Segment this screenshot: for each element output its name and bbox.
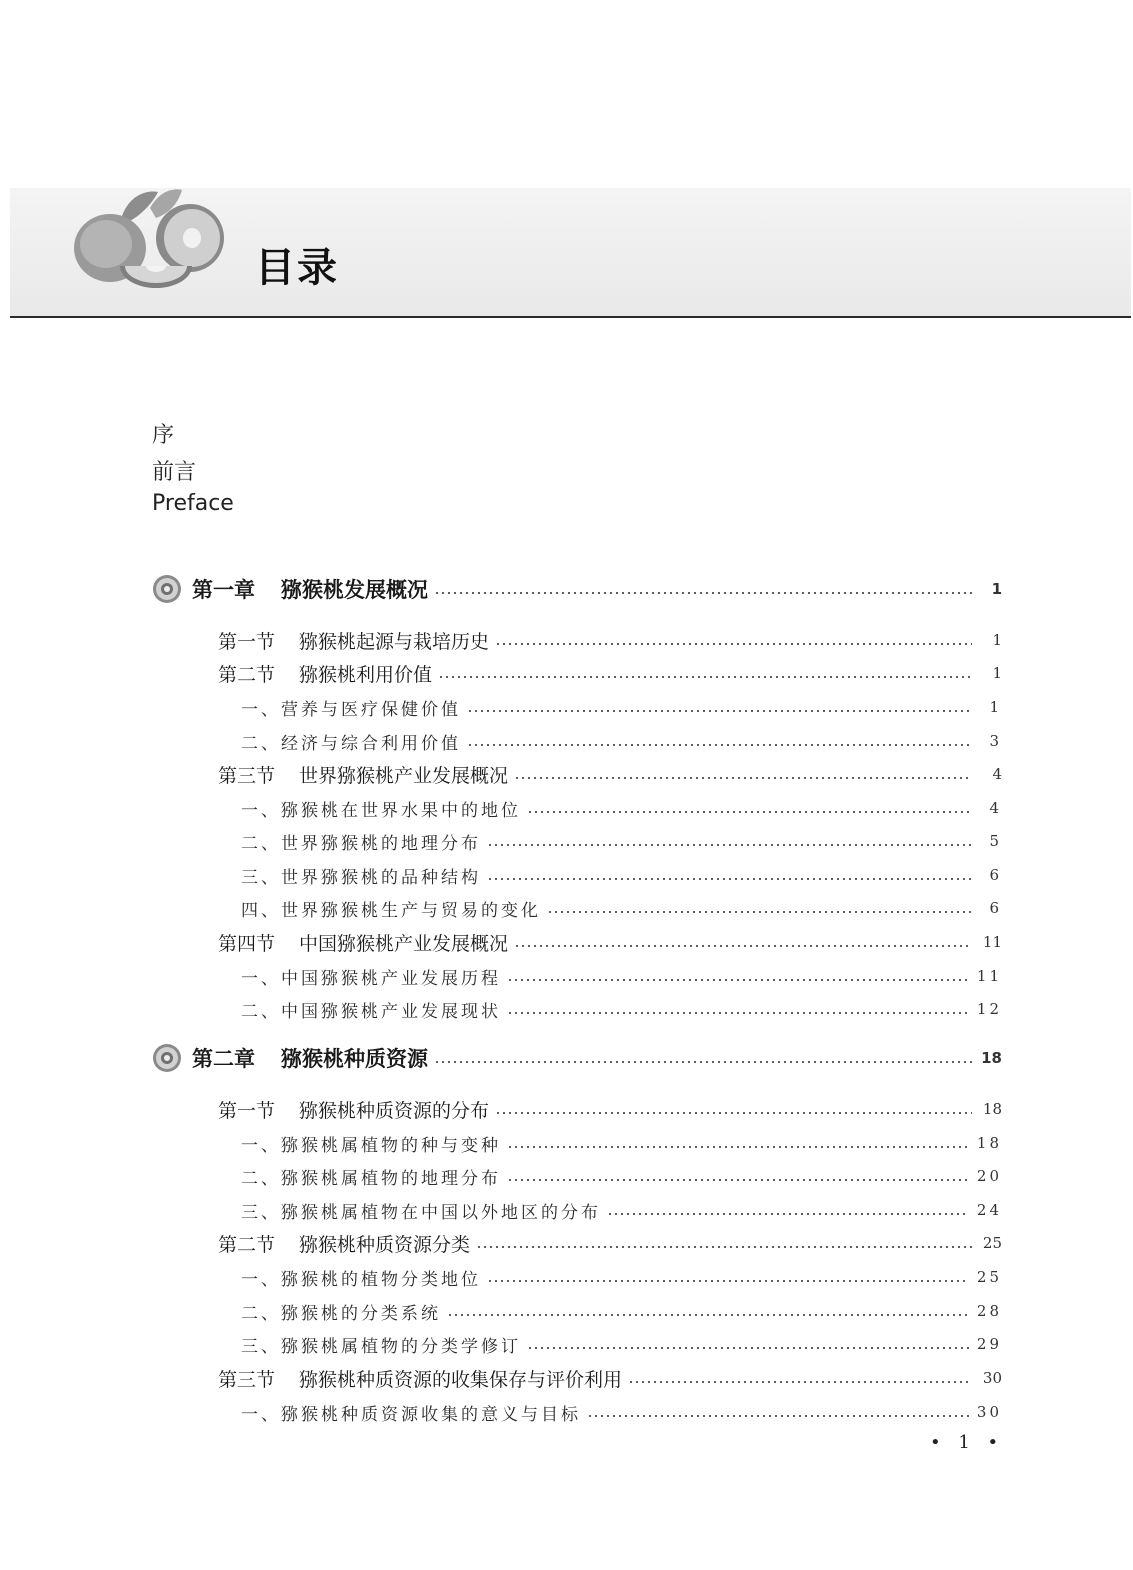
section-label: 第三节 猕猴桃种质资源的收集保存与评价利用 <box>218 1368 623 1391</box>
item-label: 一、中国猕猴桃产业发展历程 <box>241 968 501 989</box>
page-number: • 1 • <box>930 1432 1005 1453</box>
item-label: 二、猕猴桃属植物的地理分布 <box>241 1168 501 1189</box>
toc-item[interactable] <box>241 826 1002 856</box>
dot-leader <box>487 1280 969 1282</box>
page-ref: 6 <box>989 866 1002 884</box>
dot-leader <box>476 1246 972 1248</box>
page-title: 目录 <box>255 245 339 291</box>
dot-leader <box>447 1314 969 1316</box>
kiwi-slice-icon <box>152 574 182 604</box>
dot-leader <box>487 844 972 846</box>
toc-section[interactable] <box>218 1094 1002 1124</box>
item-label: 一、猕猴桃种质资源收集的意义与目标 <box>241 1404 581 1425</box>
toc-item[interactable] <box>241 994 1002 1024</box>
item-label: 一、猕猴桃在世界水果中的地位 <box>241 800 521 821</box>
item-label: 一、营养与医疗保健价值 <box>241 699 461 720</box>
item-label: 二、经济与综合利用价值 <box>241 733 461 754</box>
chapter-label: 第一章 猕猴桃发展概况 <box>192 578 428 602</box>
section-label: 第四节 中国猕猴桃产业发展概况 <box>218 932 509 955</box>
dot-leader <box>507 1146 969 1148</box>
dot-leader <box>495 1112 972 1114</box>
page-ref: 25 <box>976 1268 1002 1286</box>
dot-leader <box>438 676 972 678</box>
front-matter-foreword[interactable]: 前言 <box>152 460 197 485</box>
dot-leader <box>467 710 972 712</box>
page-ref: 28 <box>976 1302 1002 1320</box>
page-ref: 18 <box>981 1049 1002 1067</box>
item-label: 三、猕猴桃属植物的分类学修订 <box>241 1336 521 1357</box>
page-ref: 11 <box>982 933 1002 951</box>
section-label: 第三节 世界猕猴桃产业发展概况 <box>218 764 509 787</box>
section-label: 第二节 猕猴桃利用价值 <box>218 663 433 686</box>
page-ref: 18 <box>982 1100 1002 1118</box>
page-ref: 5 <box>989 832 1002 850</box>
item-label: 二、世界猕猴桃的地理分布 <box>241 833 481 854</box>
toc-item[interactable] <box>241 1195 1002 1225</box>
dot-leader <box>514 945 972 947</box>
dot-leader <box>434 592 972 594</box>
page-ref: 3 <box>989 732 1002 750</box>
toc-section[interactable] <box>218 625 1002 655</box>
page-ref: 30 <box>982 1369 1002 1387</box>
page-ref: 20 <box>976 1167 1002 1185</box>
dot-leader <box>547 911 972 913</box>
page-ref: 6 <box>989 899 1002 917</box>
toc-chapter-1[interactable] <box>152 574 1002 604</box>
page-ref: 4 <box>989 799 1002 817</box>
toc-item[interactable] <box>241 893 1002 923</box>
page-ref: 30 <box>976 1403 1002 1421</box>
toc-item[interactable] <box>241 793 1002 823</box>
section-label: 第二节 猕猴桃种质资源分类 <box>218 1233 471 1256</box>
dot-leader <box>507 1012 969 1014</box>
page-ref: 1 <box>992 664 1002 682</box>
front-matter-preface-en[interactable]: Preface <box>152 491 234 516</box>
dot-leader <box>628 1381 972 1383</box>
toc-item[interactable] <box>241 860 1002 890</box>
chapter-label: 第二章 猕猴桃种质资源 <box>192 1047 428 1071</box>
page-ref: 18 <box>976 1134 1002 1152</box>
section-label: 第一节 猕猴桃起源与栽培历史 <box>218 630 490 653</box>
toc-item[interactable] <box>241 1329 1002 1359</box>
toc-section[interactable] <box>218 927 1002 957</box>
page-ref: 29 <box>976 1335 1002 1353</box>
toc-item[interactable] <box>241 1128 1002 1158</box>
page-ref: 4 <box>992 765 1002 783</box>
front-matter-preface-cn[interactable]: 序 <box>152 423 175 448</box>
page-ref: 1 <box>991 580 1002 598</box>
item-label: 一、猕猴桃的植物分类地位 <box>241 1269 481 1290</box>
dot-leader <box>507 1179 969 1181</box>
item-label: 三、猕猴桃属植物在中国以外地区的分布 <box>241 1202 601 1223</box>
page-ref: 12 <box>976 1000 1002 1018</box>
dot-leader <box>607 1213 969 1215</box>
toc-item[interactable] <box>241 961 1002 991</box>
dot-leader <box>527 1347 969 1349</box>
dot-leader <box>507 979 969 981</box>
toc-chapter-2[interactable] <box>152 1043 1002 1073</box>
item-label: 一、猕猴桃属植物的种与变种 <box>241 1135 501 1156</box>
page-ref: 25 <box>982 1234 1002 1252</box>
dot-leader <box>467 744 972 746</box>
dot-leader <box>495 643 972 645</box>
toc-section[interactable] <box>218 1228 1002 1258</box>
header-rule <box>10 316 1131 318</box>
toc-item[interactable] <box>241 726 1002 756</box>
section-label: 第一节 猕猴桃种质资源的分布 <box>218 1099 490 1122</box>
dot-leader <box>587 1415 969 1417</box>
dot-leader <box>527 811 972 813</box>
toc-section[interactable] <box>218 658 1002 688</box>
page-ref: 24 <box>976 1201 1002 1219</box>
item-label: 三、世界猕猴桃的品种结构 <box>241 867 481 888</box>
toc-item[interactable] <box>241 1296 1002 1326</box>
dot-leader <box>514 777 972 779</box>
dot-leader <box>434 1061 972 1063</box>
item-label: 二、猕猴桃的分类系统 <box>241 1303 441 1324</box>
toc-section[interactable] <box>218 1363 1002 1393</box>
page-ref: 1 <box>992 631 1002 649</box>
item-label: 四、世界猕猴桃生产与贸易的变化 <box>241 900 541 921</box>
toc-section[interactable] <box>218 759 1002 789</box>
toc-item[interactable] <box>241 1397 1002 1427</box>
toc-item[interactable] <box>241 692 1002 722</box>
item-label: 二、中国猕猴桃产业发展现状 <box>241 1001 501 1022</box>
page-ref: 11 <box>976 967 1002 985</box>
kiwi-fruit-illustration <box>70 186 240 296</box>
toc-item[interactable] <box>241 1161 1002 1191</box>
kiwi-slice-icon <box>152 1043 182 1073</box>
dot-leader <box>487 878 972 880</box>
toc-item[interactable] <box>241 1262 1002 1292</box>
page-ref: 1 <box>989 698 1002 716</box>
